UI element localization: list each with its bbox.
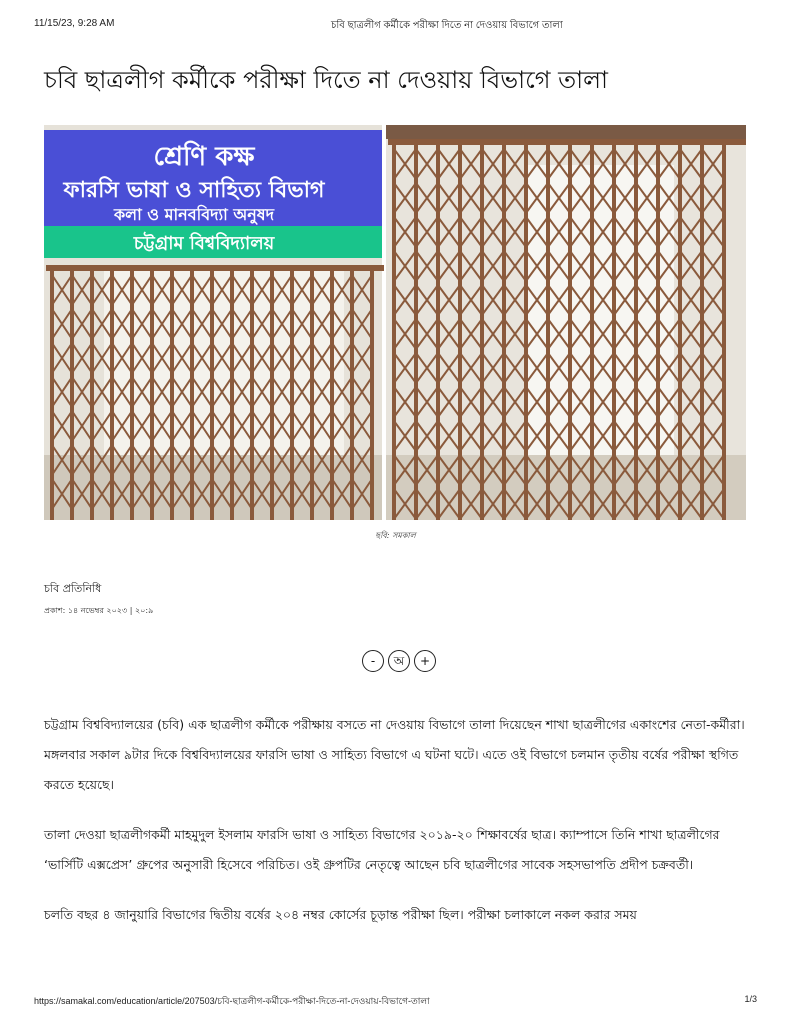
font-increase-button[interactable]: + (414, 650, 436, 672)
article-author: চবি প্রতিনিধি (44, 582, 102, 595)
article-paragraph: চলতি বছর ৪ জানুয়ারি বিভাগের দ্বিতীয় বর্ষের ২০৪ নম্বর কোর্সের চূড়ান্ত পরীক্ষা ছিল। পরীক্ষা চলাকালে নকল করার সময় (44, 907, 637, 922)
article-photo (44, 125, 746, 520)
article-published-date: প্রকাশ: ১৪ নভেম্বর ২০২৩ | ২০:৯ (44, 606, 154, 615)
print-page-number: 1/3 (744, 994, 757, 1004)
print-header (34, 18, 757, 32)
print-page-title: চবি ছাত্রলীগ কর্মীকে পরীক্ষা দিতে না দেওয়ায় বিভাগে তালা (331, 20, 563, 31)
article-headline: চবি ছাত্রলীগ কর্মীকে পরীক্ষা দিতে না দেওয়ায় বিভাগে তালা (44, 66, 608, 94)
font-decrease-button[interactable]: - (362, 650, 384, 672)
font-size-controls (362, 650, 436, 672)
photo-caption: ছবি: সমকাল (375, 531, 416, 540)
print-footer (34, 994, 757, 1008)
print-url: https://samakal.com/education/article/207503/চবি-ছাত্রলীগ-কর্মীকে-পরীক্ষা-দিতে-না-দেওয়ায়-বিভাগে-তালা (34, 996, 430, 1006)
article-paragraph: তালা দেওয়া ছাত্রলীগকর্মী মাহমুদুল ইসলাম ফারসি ভাষা ও সাহিত্য বিভাগের ২০১৯-২০ শিক্ষাবর্ষের ছাত্র। ক্যাম্পাসে তিনি শাখা ছাত্রলীগের ‘ভার্সিটি এক্সপ্রেস’ গ্রুপের অনুসারী হিসেবে পরিচিত। ওই গ্রুপটির নেতৃত্বে আছেন চবি ছাত্রলীগের সাবেক সহসভাপতি প্রদীপ চক্রবর্তী। (44, 827, 720, 872)
sign-text-1: শ্রেণি কক্ষ (153, 142, 255, 172)
article-body (44, 710, 756, 950)
sign-text-4: চট্টগ্রাম বিশ্ববিদ্যালয় (133, 233, 275, 254)
article-paragraph: চট্টগ্রাম বিশ্ববিদ্যালয়ের (চবি) এক ছাত্রলীগ কর্মীকে পরীক্ষায় বসতে না দেওয়ায় বিভাগে তালা দিয়েছেন শাখা ছাত্রলীগের একাংশের নেতা-কর্মীরা। মঙ্গলবার সকাল ৯টার দিকে বিশ্ববিদ্যালয়ের ফারসি ভাষা ও সাহিত্য বিভাগে এ ঘটনা ঘটে। এতে ওই বিভাগে চলমান তৃতীয় বর্ষের পরীক্ষা স্থগিত করতে হয়েছে। (44, 717, 745, 792)
sign-text-2: ফারসি ভাষা ও সাহিত্য বিভাগ (63, 178, 325, 203)
print-datetime: 11/15/23, 9:28 AM (34, 18, 115, 29)
sign-text-3: কলা ও মানববিদ্যা অনুষদ (113, 205, 275, 224)
font-reset-button[interactable]: অ (388, 650, 410, 672)
